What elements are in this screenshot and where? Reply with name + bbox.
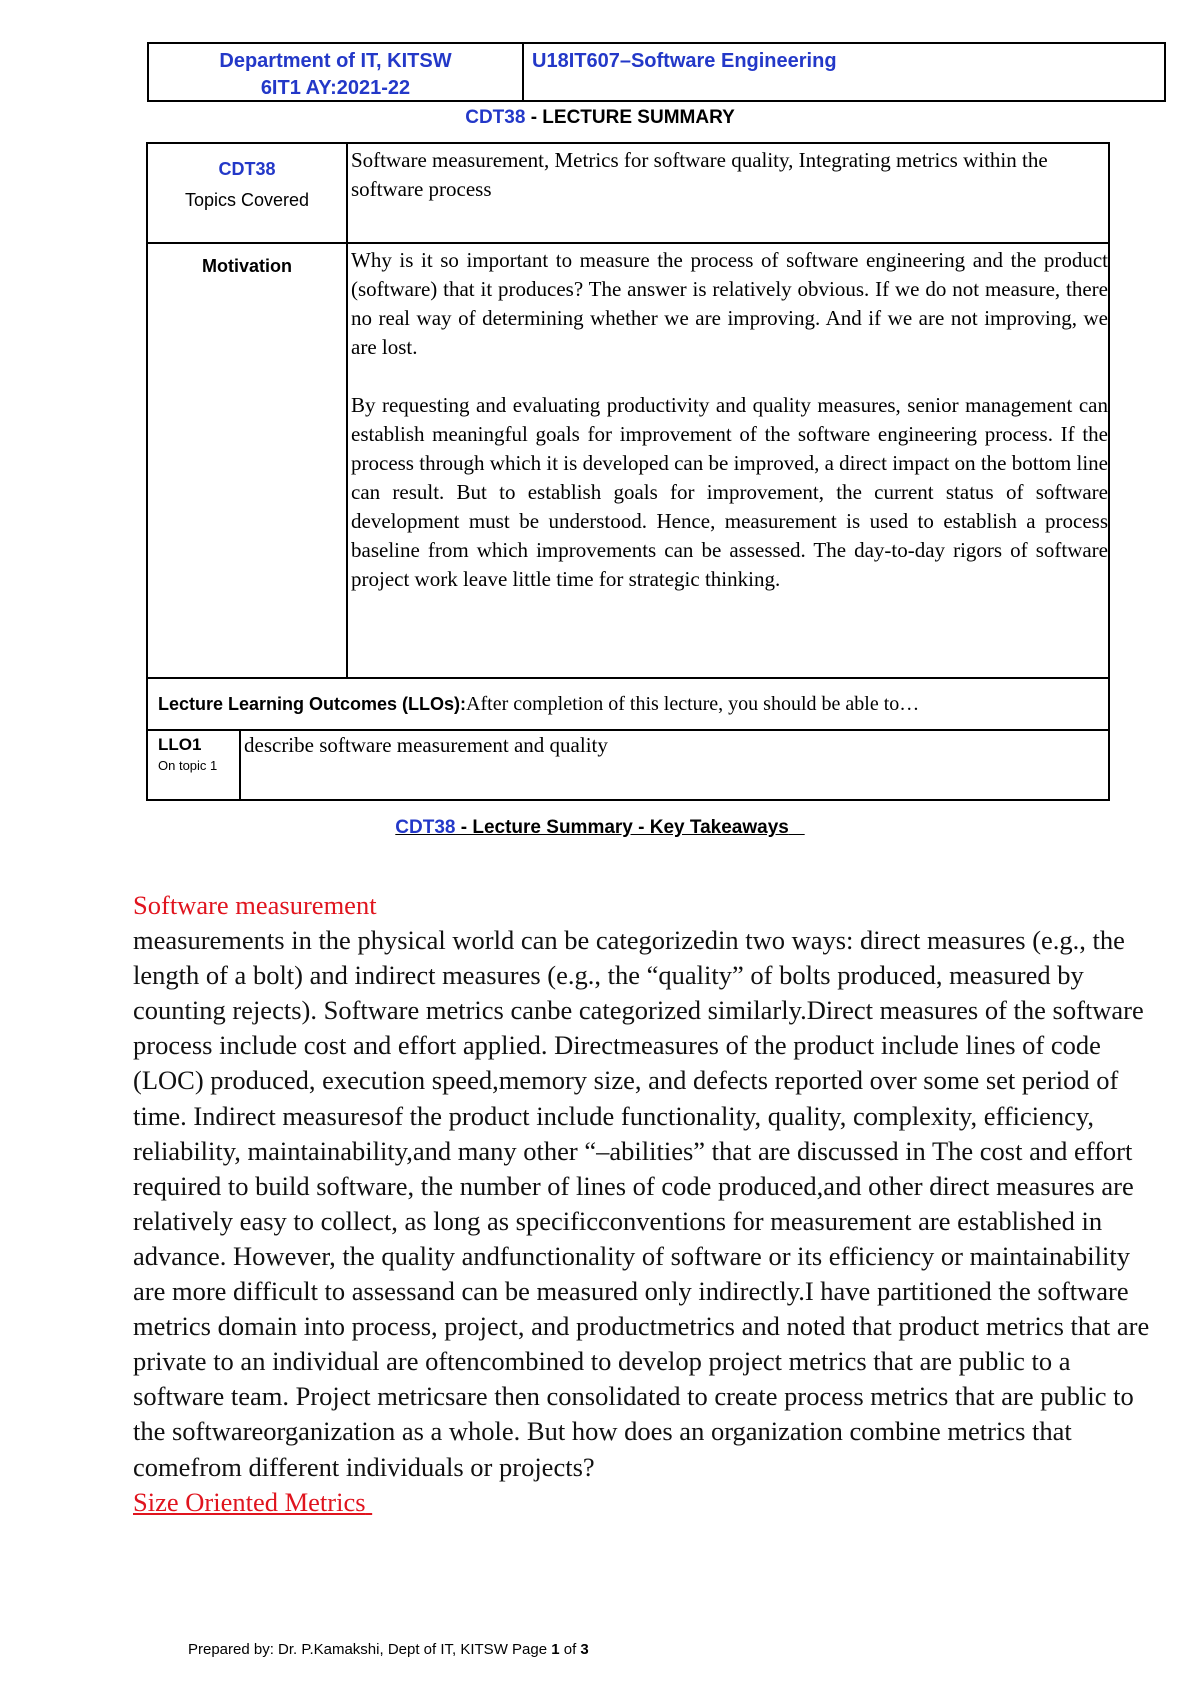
header-course-cell: [524, 44, 1164, 100]
motivation-paragraph-1: Why is it so important to measure the process of software engineering and the product (software) that it produces? The answer is relatively obvious. If we do not measure, there no real way of determining whether we are improving. And if we are not improving, we are lost.: [351, 248, 1108, 359]
footer-total-pages: 3: [580, 1641, 589, 1658]
llo1-row: [148, 731, 1108, 799]
motivation-paragraph-2: By requesting and evaluating productivity and quality measures, senior management can establish meaningful goals for improvement of the software engineering process. If the process through which it is developed can be improved, a direct impact on the bottom line can result. But to establish goals for improvement, the current status of software development must be understood. Hence, measurement is used to establish a process baseline from which improvements can be assessed. The day-to-day rigors of software project work leave little time for strategic thinking.: [351, 393, 1108, 591]
body-paragraph: measurements in the physical world can be categorizedin two ways: direct measures (e.g., the length of a bolt) and indirect measures (e.g., the “quality” of bolts produced, measured by counting rejects). Software metrics canbe categorized similarly.Direct measures of the software process include cost and effort applied. Directmeasures of the product include lines of code (LOC) produced, execution speed,memory size, and defects reported over some set period of time. Indirect measuresof the product include functionality, quality, complexity, efficiency, reliability, maintainability,and many other “–abilities” that are discussed in The cost and effort required to build software, the number of lines of code produced,and other direct measures are relatively easy to collect, as long as specificconventions for measurement are established in advance. However, the quality andfunctionality of software or its efficiency or maintainability are more difficult to assessand can be measured only indirectly.I have partitioned the software metrics domain into process, project, and productmetrics and noted that product metrics that are private to an individual are oftencombined to develop project metrics that are public to a software team. Project metricsare then consolidated to create process metrics that are public to the softwareorganization as a whole. But how does an organization combine metrics that comefrom different individuals or projects?: [133, 925, 1150, 1482]
llo1-code: LLO1: [158, 735, 202, 754]
takeaways-title-text: - Lecture Summary - Key Takeaways: [455, 817, 789, 838]
topics-text: Software measurement, Metrics for software quality, Integrating metrics within the software process: [351, 148, 1048, 201]
takeaways-code: CDT38: [395, 817, 456, 838]
motivation-label: Motivation: [202, 256, 292, 276]
sub-heading: [133, 1485, 1153, 1520]
llo-header-row: [148, 679, 1108, 731]
motivation-label-cell: [148, 244, 348, 677]
topics-row: [148, 144, 1108, 244]
llo1-label-cell: [148, 731, 241, 799]
llo1-sub: On topic 1: [158, 758, 218, 773]
takeaways-title: [395, 817, 804, 838]
topics-content: [349, 144, 1108, 242]
footer-prefix: Prepared by: Dr. P.Kamakshi, Dept of IT, KITSW Page: [188, 1641, 552, 1658]
body-section: [133, 888, 1153, 1520]
sub-heading-text: Size Oriented Metrics: [133, 1486, 366, 1517]
header-department-cell: [149, 44, 524, 100]
summary-code: CDT38: [465, 107, 526, 128]
motivation-row: [148, 244, 1108, 679]
page-footer: [188, 1641, 589, 1658]
llo-header-bold: Lecture Learning Outcomes (LLOs):: [158, 694, 467, 714]
summary-title-text: - LECTURE SUMMARY: [525, 107, 735, 128]
section-heading: Software measurement: [133, 890, 377, 920]
footer-page-number: 1: [551, 1641, 560, 1658]
topics-label: Topics Covered: [184, 190, 310, 210]
lecture-summary-table: [146, 142, 1110, 801]
department-name: Department of IT, KITSW: [219, 50, 452, 72]
lecture-summary-title: [0, 107, 1200, 129]
motivation-content: [349, 244, 1108, 677]
topics-label-cell: [148, 144, 348, 242]
llo-header: [158, 693, 919, 716]
llo1-content: describe software measurement and quality: [244, 733, 608, 757]
course-title: U18IT607–Software Engineering: [532, 50, 837, 72]
class-year: 6IT1 AY:2021-22: [260, 77, 411, 99]
footer-of: of: [559, 1641, 581, 1658]
topics-code: CDT38: [218, 159, 276, 179]
key-takeaways-title: [0, 817, 1200, 839]
header-table: [147, 42, 1166, 102]
llo-header-text: After completion of this lecture, you should be able to…: [466, 693, 920, 715]
